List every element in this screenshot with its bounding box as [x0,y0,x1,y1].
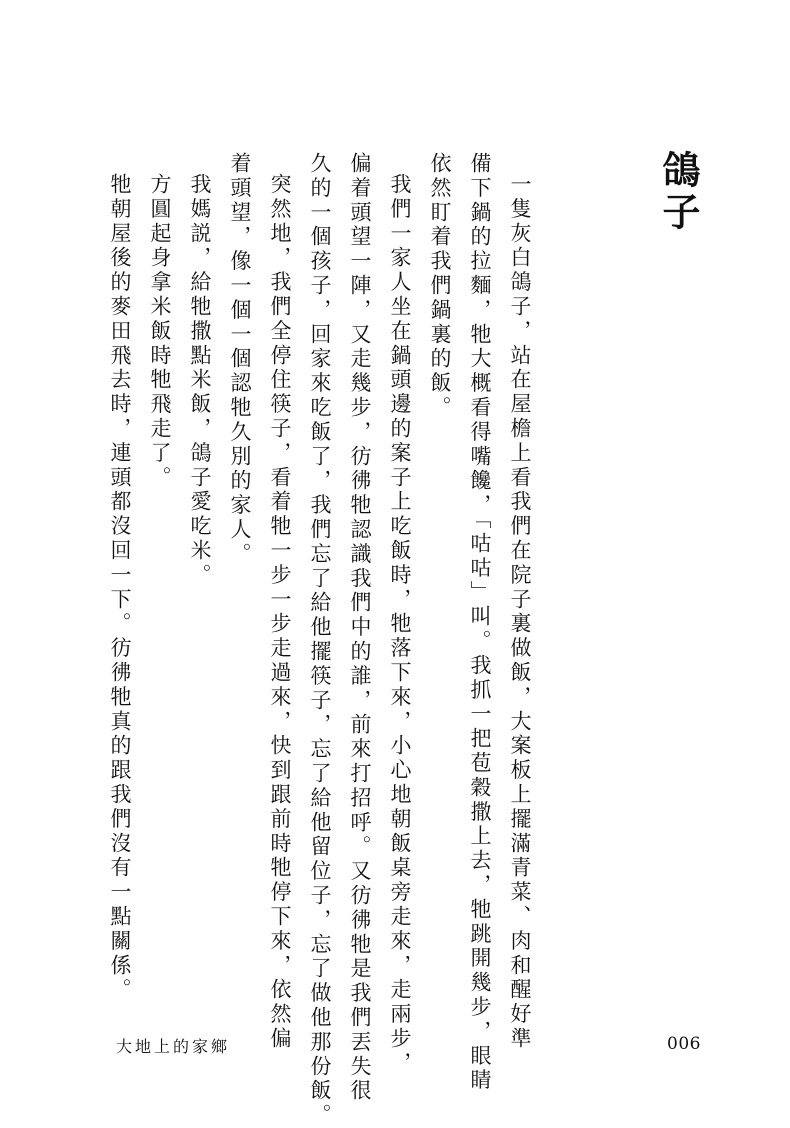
chapter-title: 鴿子 [656,150,701,234]
paragraph-2-line-1: 我們一家人坐在鍋頭邊的案子上吃飯時，牠落下來，小心地朝飯桌旁走來，走兩步， [388,173,412,1076]
paragraph-5: 方圓起身拿米飯時牠飛走了。 [148,173,172,491]
page-number: 006 [667,1034,701,1054]
paragraph-1-line-1: 一隻灰白鴿子，站在屋檐上看我們在院子裏做飯，大案板上擺滿青菜、肉和醒好準 [508,173,532,1052]
book-title-footer: 大地上的家鄉 [116,1037,231,1056]
paragraph-6: 牠朝屋後的麥田飛去時，連頭都沒回一下。彷彿牠真的跟我們沒有一點關係。 [108,173,132,1003]
paragraph-4: 我媽説，給牠撒點米飯，鴿子愛吃米。 [188,173,212,588]
paragraph-2-line-3: 久的一個孩子，回家來吃飯了，我們忘了給他擺筷子，忘了給他留位子，忘了做他那份飯。 [308,152,332,1128]
paragraph-2-line-2: 偏着頭望一陣，又走幾步，彷彿牠認識我們中的誰，前來打招呼。又彷彿牠是我們丟失很 [348,152,372,1104]
paragraph-3-line-1: 突然地，我們全停住筷子，看着牠一步一步走過來，快到跟前時牠停下來，依然偏 [268,173,292,1052]
paragraph-3-line-2: 着頭望，像一個一個認牠久別的家人。 [228,152,252,567]
paragraph-1-line-2: 備下鍋的拉麵，牠大概看得嘴饞，「咕咕」叫。我抓一把苞穀撒上去，牠跳開幾步，眼睛 [468,152,492,1094]
paragraph-1-line-3: 依然盯着我們鍋裏的飯。 [428,152,452,421]
